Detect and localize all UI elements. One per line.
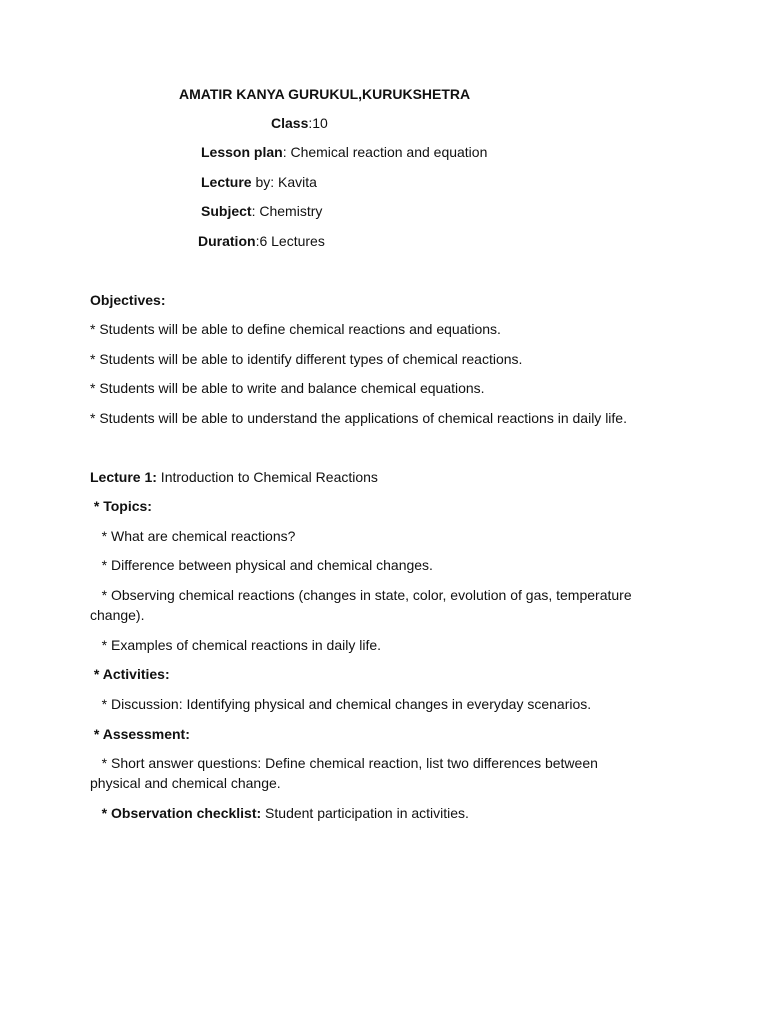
observation-label: * Observation checklist:: [90, 805, 262, 821]
observation-line: [90, 803, 469, 823]
objective-item: * Students will be able to understand the applications of chemical reactions in daily life.: [90, 410, 627, 426]
school-name: AMATIR KANYA GURUKUL,KURUKSHETRA: [179, 86, 471, 102]
duration-label: Duration: [198, 233, 256, 249]
objective-item: * Students will be able to define chemical reactions and equations.: [90, 321, 501, 337]
lesson-plan-value: : Chemical reaction and equation: [282, 144, 488, 160]
topic-item: * What are chemical reactions?: [90, 528, 296, 544]
subject-value: : Chemistry: [251, 203, 323, 219]
activities-heading: * Activities:: [90, 666, 170, 682]
objective-item: * Students will be able to identify different types of chemical reactions.: [90, 351, 523, 367]
topic-item: * Observing chemical reactions (changes in state, color, evolution of gas, temperature change).: [90, 587, 636, 623]
lecture-value: by: Kavita: [251, 174, 317, 190]
assessment-item: * Short answer questions: Define chemical reaction, list two differences between physical and chemical change.: [90, 755, 602, 791]
assessment-heading: * Assessment:: [90, 726, 190, 742]
lecture-1-title: [90, 467, 378, 487]
lecture-by-line: [201, 172, 317, 192]
lesson-plan-label: Lesson plan: [201, 144, 283, 160]
objective-item: * Students will be able to write and balance chemical equations.: [90, 380, 485, 396]
lecture-label: Lecture: [201, 174, 252, 190]
duration-line: [198, 231, 325, 251]
objectives-heading: Objectives:: [90, 292, 166, 308]
class-line: [271, 113, 328, 133]
subject-line: [201, 201, 322, 221]
activity-item: * Discussion: Identifying physical and chemical changes in everyday scenarios.: [90, 696, 592, 712]
observation-value: Student participation in activities.: [261, 805, 469, 821]
topic-item: * Examples of chemical reactions in daily life.: [90, 637, 382, 653]
duration-value: :6 Lectures: [255, 233, 325, 249]
lesson-plan-line: [201, 142, 487, 162]
lecture-1-name: Introduction to Chemical Reactions: [156, 469, 378, 485]
subject-label: Subject: [201, 203, 252, 219]
lecture-1-label: Lecture 1:: [90, 469, 157, 485]
topics-heading: * Topics:: [90, 498, 152, 514]
topic-item: * Difference between physical and chemical changes.: [90, 557, 433, 573]
class-value: :10: [308, 115, 328, 131]
class-label: Class: [271, 115, 309, 131]
